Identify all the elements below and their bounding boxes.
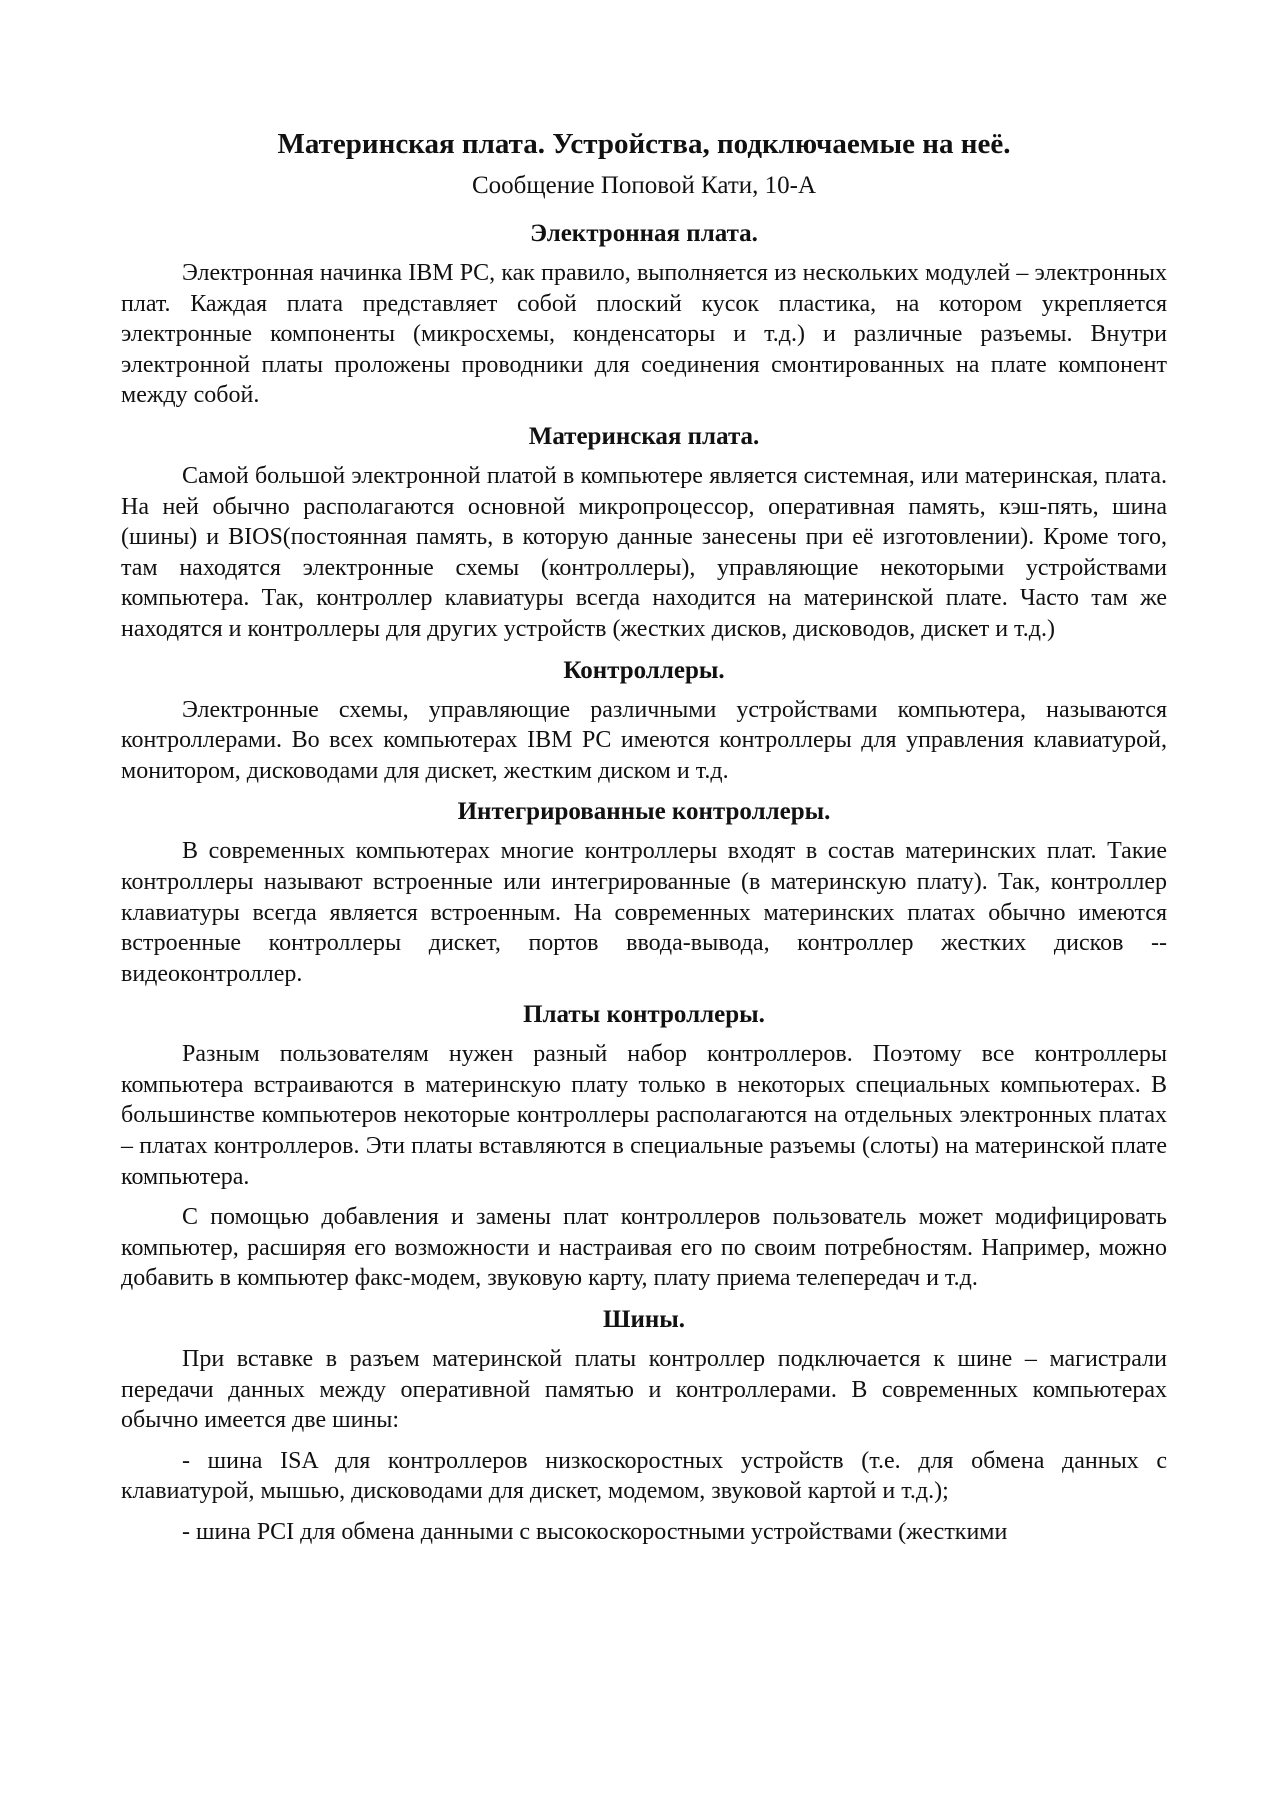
list-item: - шина ISA для контроллеров низкоскоростных устройств (т.е. для обмена данных с клавиатурой, мышью, дисководами для дискет, модемом, звуковой картой и т.д.);	[121, 1447, 1167, 1505]
paragraph: Электронные схемы, управляющие различными устройствами компьютера, называются контроллерами. Во всех компьютерах IBM PC имеются контроллеры для управления клавиатурой, монитором, дисководами для дискет, жестким диском и т.д.	[121, 696, 1167, 784]
paragraph: Разным пользователям нужен разный набор контроллеров. Поэтому все контроллеры компьютера встраиваются в материнскую плату только в некоторых специальных компьютерах. В большинстве компьютеров некоторые контроллеры располагаются на отдельных электронных платах – платах контроллеров. Эти платы вставляются в специальные разъемы (слоты) на материнской плате компьютера.	[121, 1041, 1167, 1190]
section-heading-motherboard: Материнская плата.	[528, 422, 760, 450]
list-item: - шина PCI для обмена данными с высокоскоростными устройствами (жесткими	[182, 1519, 1008, 1545]
section-heading-buses: Шины.	[602, 1306, 686, 1334]
paragraph: Электронная начинка IBM PC, как правило, выполняется из нескольких модулей – электронных плат. Каждая плата представляет собой плоский кусок пластика, на котором укрепляется электронные компоненты (микросхемы, конденсаторы и т.д.) и различные разъемы. Внутри электронной платы проложены проводники для соединения смонтированных на плате компонент между собой.	[121, 260, 1167, 409]
paragraph: С помощью добавления и замены плат контроллеров пользователь может модифицировать компьютер, расширяя его возможности и настраивая его по своим потребностям. Например, можно добавить в компьютер факс-модем, звуковую карту, плату приема телепередач и т.д.	[121, 1204, 1167, 1292]
paragraph: Самой большой электронной платой в компьютере является системная, или материнская, плата. На ней обычно располагаются основной микропроцессор, оперативная память, кэш-пять, шина (шины) и BIOS(постоянная память, в которую данные занесены при её изготовлении). Кроме того, там находятся электронные схемы (контроллеры), управляющие некоторыми устройствами компьютера. Так, контроллер клавиатуры всегда находится на материнской плате. Часто там же находятся и контроллеры для других устройств (жестких дисков, дисководов, дискет и т.д.)	[121, 462, 1167, 642]
section-heading-controllers: Контроллеры.	[563, 656, 725, 684]
section-heading-electronic-board: Электронная плата.	[530, 220, 758, 247]
document-title: Материнская плата. Устройства, подключаемые на неё.	[277, 128, 1011, 160]
paragraph: При вставке в разъем материнской платы контроллер подключается к шине – магистрали передачи данных между оперативной памятью и контроллерами. В современных компьютерах обычно имеется две шины:	[121, 1346, 1167, 1434]
section-heading-integrated-controllers: Интегрированные контроллеры.	[457, 798, 831, 826]
section-heading-controller-boards: Платы контроллеры.	[523, 1001, 765, 1029]
document-subtitle: Сообщение Поповой Кати, 10-А	[471, 172, 817, 199]
paragraph: В современных компьютерах многие контроллеры входят в состав материнских плат. Такие контроллеры называют встроенные или интегрированные (в материнскую плату). Так, контроллер клавиатуры всегда является встроенным. На современных материнских платах обычно имеются встроенные контроллеры дискет, портов ввода-вывода, контроллер жестких дисков -- видеоконтроллер.	[121, 838, 1167, 987]
